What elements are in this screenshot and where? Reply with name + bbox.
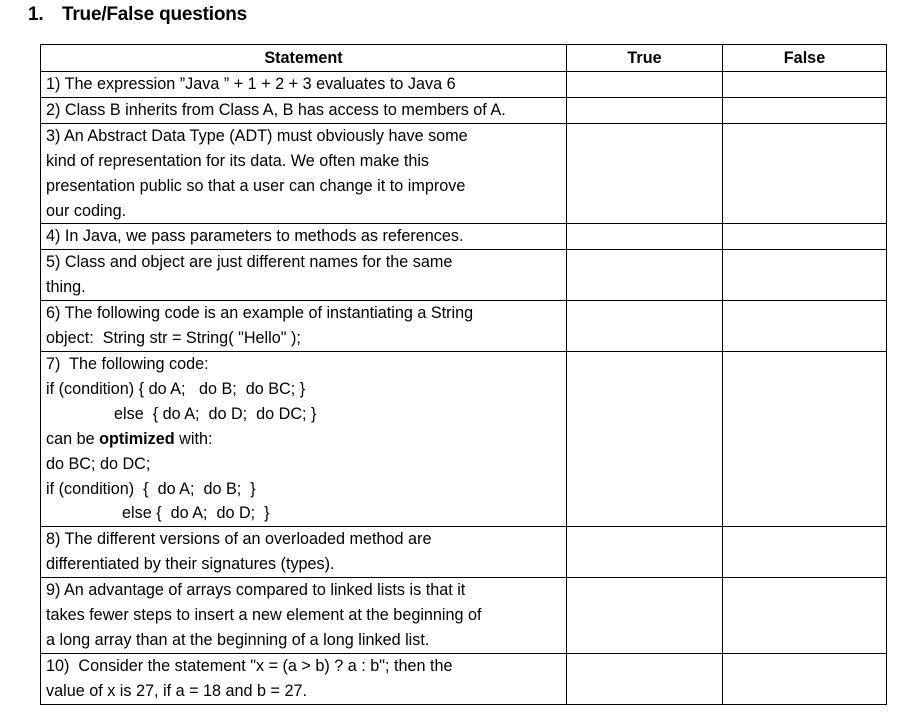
true-answer-cell[interactable] [567,123,723,224]
section-number: 1. [28,4,44,25]
false-answer-cell[interactable] [723,72,887,98]
statement-line: 9) An advantage of arrays compared to linked lists is that it [46,581,466,600]
statement-line: value of x is 27, if a = 18 and b = 27. [46,681,307,700]
statement-cell [41,97,567,123]
false-answer-cell[interactable] [723,351,887,526]
false-answer-cell[interactable] [723,527,887,578]
false-answer-cell[interactable] [723,97,887,123]
statement-cell [41,224,567,250]
statement-cell [41,351,567,526]
statement-line: 7) The following code: [46,354,209,373]
false-answer-cell[interactable] [723,653,887,704]
statement-line: 1) The expression ”Java ” + 1 + 2 + 3 evaluates to Java 6 [46,75,456,93]
emphasis-text: optimized [99,429,175,448]
true-answer-cell[interactable] [567,301,723,352]
statement-line: presentation public so that a user can change it to improve [46,176,466,195]
code-line: else { do A; do D; } [122,504,270,523]
true-false-table [40,44,887,705]
false-answer-cell[interactable] [723,224,887,250]
statement-line: 10) Consider the statement "x = (a > b) ? a : b"; then the [46,656,453,675]
statement-line: 3) An Abstract Data Type (ADT) must obviously have some [46,126,468,145]
false-answer-cell[interactable] [723,123,887,224]
code-line: if (condition) { do A; do B; } [46,479,256,498]
table-row [41,224,887,250]
table-row [41,123,887,224]
statement-line: a long array than at the beginning of a long linked list. [46,630,430,649]
true-answer-cell[interactable] [567,72,723,98]
true-answer-cell[interactable] [567,578,723,654]
false-answer-cell[interactable] [723,578,887,654]
code-line: do BC; do DC; [46,454,151,473]
column-header-false: False [723,45,887,72]
statement-cell [41,301,567,352]
statement-line: 2) Class B inherits from Class A, B has access to members of A. [46,100,506,119]
true-answer-cell[interactable] [567,351,723,526]
table-row [41,351,887,526]
statement-line: kind of representation for its data. We often make this [46,151,430,170]
false-answer-cell[interactable] [723,301,887,352]
table-row [41,301,887,352]
table-row [41,527,887,578]
true-answer-cell[interactable] [567,250,723,301]
column-header-true: True [567,45,723,72]
statement-cell [41,250,567,301]
statement-line [46,427,566,452]
statement-line: 8) The different versions of an overloaded method are [46,530,432,549]
statement-text: can be [46,429,100,448]
true-answer-cell[interactable] [567,527,723,578]
table-row [41,72,887,98]
code-line: if (condition) { do A; do B; do BC; } [46,379,306,398]
statement-line: 6) The following code is an example of instantiating a String [46,304,474,323]
statement-line: differentiated by their signatures (types). [46,555,335,574]
table-row [41,97,887,123]
false-answer-cell[interactable] [723,250,887,301]
statement-cell [41,653,567,704]
code-line: else { do A; do D; do DC; } [114,404,317,423]
statement-line: 5) Class and object are just different names for the same [46,253,453,272]
statement-cell [41,578,567,654]
table-row [41,653,887,704]
statement-line: thing. [46,278,86,297]
statement-text: with: [174,429,213,448]
table-row [41,578,887,654]
column-header-statement: Statement [41,45,567,72]
statement-cell [41,527,567,578]
true-answer-cell[interactable] [567,224,723,250]
section-title: True/False questions [62,4,247,25]
statement-line: 4) In Java, we pass parameters to methods as references. [46,227,464,246]
statement-line: takes fewer steps to insert a new element at the beginning of [46,606,482,625]
statement-cell [41,123,567,224]
section-heading [28,4,247,26]
table-header-row [41,45,887,72]
true-answer-cell[interactable] [567,97,723,123]
statement-cell [41,72,567,98]
statement-line: object: String str = String( "Hello" ); [46,329,301,348]
statement-line: our coding. [46,201,127,220]
table-row [41,250,887,301]
true-answer-cell[interactable] [567,653,723,704]
